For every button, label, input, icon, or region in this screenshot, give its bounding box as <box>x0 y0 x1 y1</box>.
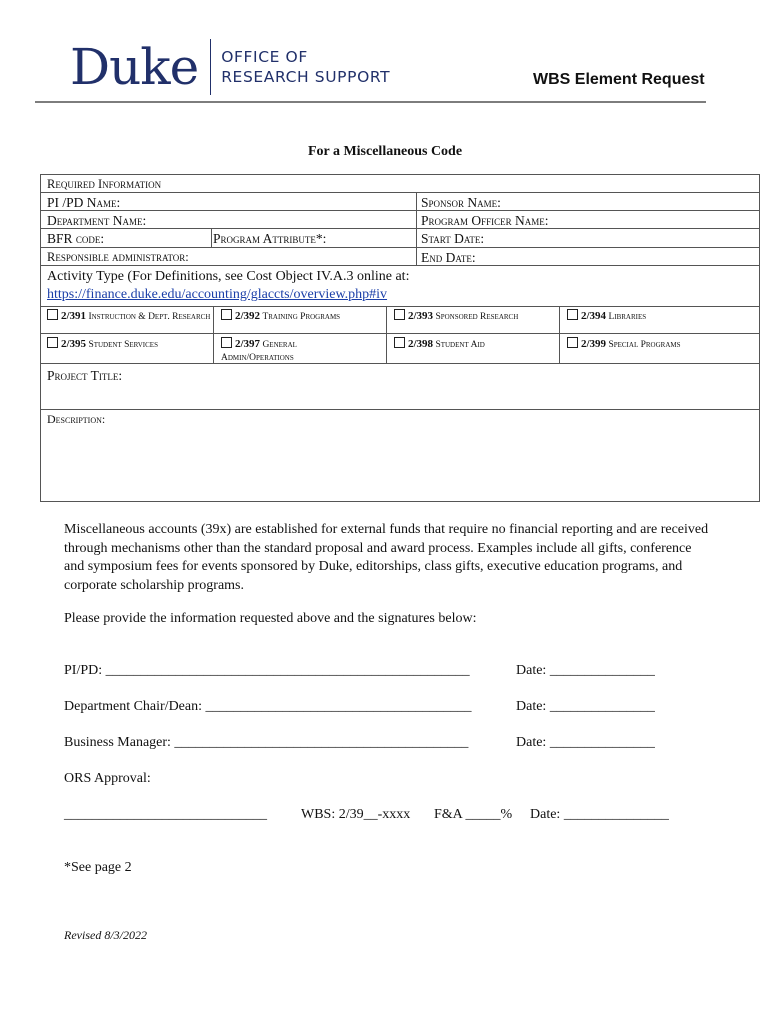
business-manager-date-line[interactable]: Date: _______________ <box>516 735 655 750</box>
column-divider <box>211 228 212 247</box>
option-code: 2/392 <box>235 310 261 322</box>
checkbox-icon[interactable] <box>221 309 232 320</box>
option-sponsored-research[interactable] <box>394 309 558 324</box>
option-code: 2/394 <box>581 310 607 322</box>
ors-date-line[interactable]: Date: _______________ <box>530 807 669 822</box>
logo-wordmark: Duke <box>70 38 199 96</box>
option-training-programs[interactable] <box>221 309 385 324</box>
checkbox-icon[interactable] <box>567 337 578 348</box>
end-date-field[interactable]: End Date: <box>421 250 476 265</box>
checkbox-icon[interactable] <box>47 309 58 320</box>
option-libraries[interactable] <box>567 309 757 324</box>
activity-definitions-link[interactable]: https://finance.duke.edu/accounting/glaccts/overview.php#iv <box>47 287 388 302</box>
department-name-field[interactable]: Department Name: <box>47 213 147 228</box>
option-label: Training Programs <box>262 312 341 322</box>
option-code: 2/397 <box>235 338 261 350</box>
logo-divider <box>210 39 211 95</box>
checkbox-icon[interactable] <box>567 309 578 320</box>
row-divider <box>41 409 759 410</box>
row-divider <box>41 247 759 248</box>
activity-type-label: Activity Type (For Definitions, see Cost Object IV.A.3 online at: <box>47 269 410 284</box>
option-code: 2/391 <box>61 310 87 322</box>
revision-date: Revised 8/3/2022 <box>64 928 147 942</box>
pi-pd-name-field[interactable]: PI /PD Name: <box>47 195 121 210</box>
see-page-2-footnote: *See page 2 <box>64 860 132 875</box>
option-code: 2/398 <box>408 338 434 350</box>
program-attribute-field[interactable]: Program Attribute*: <box>213 231 327 246</box>
column-divider <box>213 306 214 363</box>
column-divider <box>386 306 387 363</box>
pi-pd-signature-line[interactable]: PI/PD: ____________________________________________________ <box>64 663 470 678</box>
department-chair-date-line[interactable]: Date: _______________ <box>516 699 655 714</box>
required-information-form <box>40 174 760 502</box>
checkbox-icon[interactable] <box>47 337 58 348</box>
row-divider <box>41 306 759 307</box>
pi-pd-date-line[interactable]: Date: _______________ <box>516 663 655 678</box>
description-field[interactable]: Description: <box>47 412 106 426</box>
signature-instructions: Please provide the information requested above and the signatures below: <box>64 611 477 626</box>
option-label: General Admin/Operations <box>221 340 297 363</box>
option-instruction-dept-research[interactable] <box>47 309 211 324</box>
sponsor-name-field[interactable]: Sponsor Name: <box>421 195 501 210</box>
option-label: Libraries <box>608 312 647 322</box>
option-label: Instruction & Dept. Research <box>88 312 211 322</box>
column-divider <box>416 192 417 266</box>
required-information-heading: Required Information <box>47 177 162 191</box>
option-special-programs[interactable] <box>567 337 757 352</box>
form-subtitle: For a Miscellaneous Code <box>307 144 463 159</box>
row-divider <box>41 228 759 229</box>
ors-signature-line[interactable]: _____________________________ <box>64 807 267 822</box>
checkbox-icon[interactable] <box>394 309 405 320</box>
option-label: Sponsored Research <box>435 312 519 322</box>
office-line-1: OFFICE OF <box>221 48 308 66</box>
wbs-code-field[interactable]: WBS: 2/39__-xxxx <box>301 807 411 822</box>
start-date-field[interactable]: Start Date: <box>421 231 485 246</box>
department-chair-signature-line[interactable]: Department Chair/Dean: ______________________________________ <box>64 699 472 714</box>
option-code: 2/399 <box>581 338 607 350</box>
duke-ors-logo <box>70 38 390 96</box>
header-rule <box>35 101 706 103</box>
office-line-2: RESEARCH SUPPORT <box>221 68 391 86</box>
row-divider <box>41 333 759 334</box>
option-label: Student Aid <box>435 340 485 350</box>
option-student-services[interactable] <box>47 337 211 352</box>
miscellaneous-accounts-paragraph: Miscellaneous accounts (39x) are established for external funds that require no financial reporting and are received through mechanisms other than the standard proposal and award process. Examples include all gifts, conference and symposium fees for events sponsored by Duke, editorships, class gifts, executive education programs, and corporate scholarship programs. <box>64 522 709 593</box>
checkbox-icon[interactable] <box>394 337 405 348</box>
option-label: Special Programs <box>608 340 681 350</box>
option-label: Student Services <box>88 340 158 350</box>
option-code: 2/395 <box>61 338 87 350</box>
row-divider <box>41 363 759 364</box>
fa-rate-field[interactable]: F&A _____% <box>434 807 513 822</box>
business-manager-signature-line[interactable]: Business Manager: __________________________________________ <box>64 735 469 750</box>
ors-approval-label: ORS Approval: <box>64 771 151 786</box>
program-officer-name-field[interactable]: Program Officer Name: <box>421 213 549 228</box>
option-code: 2/393 <box>408 310 434 322</box>
checkbox-icon[interactable] <box>221 337 232 348</box>
option-student-aid[interactable] <box>394 337 558 352</box>
option-general-admin-operations[interactable] <box>221 337 371 365</box>
responsible-administrator-field[interactable]: Responsible administrator: <box>47 250 189 264</box>
column-divider <box>559 306 560 363</box>
form-title: WBS Element Request <box>533 71 705 88</box>
project-title-field[interactable]: Project Title: <box>47 368 123 383</box>
bfr-code-field[interactable]: BFR code: <box>47 231 105 246</box>
logo-office-text <box>221 47 390 87</box>
